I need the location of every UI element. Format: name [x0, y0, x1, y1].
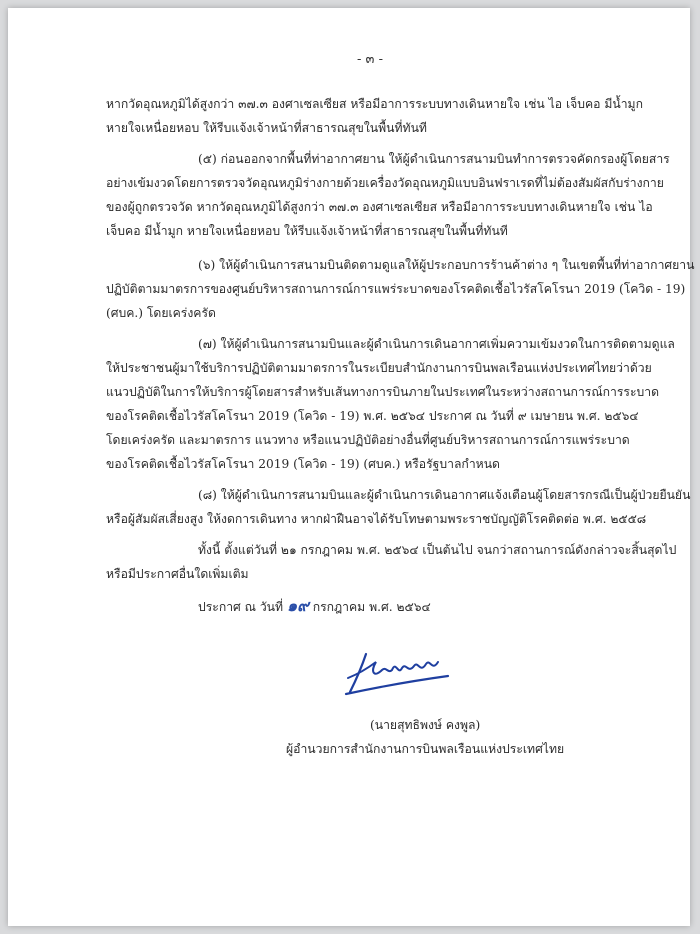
- text-line: แนวปฏิบัติในการให้บริการผู้โดยสารสำหรับเส้นทางการบินภายในประเทศในระหว่างสถานการณ์การระบาด: [106, 385, 659, 399]
- text-line: หากวัดอุณหภูมิได้สูงกว่า ๓๗.๓ องศาเซลเซียส หรือมีอาการระบบทางเดินหายใจ เช่น ไอ เจ็บคอ มีน้ำมูก: [106, 97, 643, 111]
- text-line: หรือผู้สัมผัสเสี่ยงสูง ให้งดการเดินทาง หากฝ่าฝืนอาจได้รับโทษตามพระราชบัญญัติโรคติดต่อ พ.ศ. ๒๕๕๘: [106, 512, 647, 526]
- text-line: ของโรคติดเชื้อไวรัสโคโรนา 2019 (โควิด - 19) พ.ศ. ๒๕๖๔ ประกาศ ณ วันที่ ๙ เมษายน พ.ศ. ๒๕๖๔: [106, 409, 639, 423]
- text-line: อย่างเข้มงวดโดยการตรวจวัดอุณหภูมิร่างกายด้วยเครื่องวัดอุณหภูมิแบบอินฟราเรดที่ไม่ต้องสัมผัสกับร่างกาย: [106, 176, 664, 190]
- text-line: ของโรคติดเชื้อไวรัสโคโรนา 2019 (โควิด - 19) (ศบค.) หรือรัฐบาลกำหนด: [106, 457, 500, 471]
- text-line: หรือมีประกาศอื่นใดเพิ่มเติม: [106, 567, 249, 581]
- text-line: ให้ประชาชนผู้มาใช้บริการปฏิบัติตามมาตรการในระเบียบสำนักงานการบินพลเรือนแห่งประเทศไทยว่าด้วย: [106, 361, 652, 375]
- handwritten-signature: [344, 648, 454, 704]
- text-line: ของผู้ถูกตรวจวัด หากวัดอุณหภูมิได้สูงกว่า ๓๗.๓ องศาเซลเซียส หรือมีอาการระบบทางเดินหายใจ เช่น ไอ: [106, 200, 653, 214]
- text-line: โดยเคร่งครัด และมาตรการ แนวทาง หรือแนวปฏิบัติอย่างอื่นที่ศูนย์บริหารสถานการณ์การแพร่ระบาด: [106, 433, 630, 447]
- text-line: ทั้งนี้ ตั้งแต่วันที่ ๒๑ กรกฎาคม พ.ศ. ๒๕๖๔ เป็นต้นไป จนกว่าสถานการณ์ดังกล่าวจะสิ้นสุดไป: [198, 543, 677, 557]
- text-line: ปฏิบัติตามมาตรการของศูนย์บริหารสถานการณ์การแพร่ระบาดของโรคติดเชื้อไวรัสโคโรนา 2019 (โควิด - 19): [106, 282, 686, 296]
- text-line: (๖) ให้ผู้ดำเนินการสนามบินติดตามดูแลให้ผู้ประกอบการร้านค้าต่าง ๆ ในเขตพื้นที่ท่าอากาศยาน: [198, 258, 695, 272]
- page-number: - ๓ -: [357, 52, 383, 67]
- text-line: เจ็บคอ มีน้ำมูก หายใจเหนื่อยหอบ ให้รีบแจ้งเจ้าหน้าที่สาธารณสุขในพื้นที่ทันที: [106, 224, 508, 238]
- announce-date: [198, 596, 431, 617]
- signer-name: (นายสุทธิพงษ์ คงพูล): [370, 718, 481, 732]
- handwritten-day: ๑๙: [286, 596, 309, 615]
- announce-prefix: ประกาศ ณ วันที่: [198, 600, 284, 614]
- text-line: (๘) ให้ผู้ดำเนินการสนามบินและผู้ดำเนินการเดินอากาศแจ้งเตือนผู้โดยสารกรณีเป็นผู้ป่วยยืนยัน: [198, 488, 691, 502]
- signer-position: ผู้อำนวยการสำนักงานการบินพลเรือนแห่งประเทศไทย: [286, 742, 565, 756]
- announce-suffix: กรกฎาคม พ.ศ. ๒๕๖๔: [312, 600, 431, 614]
- text-line: หายใจเหนื่อยหอบ ให้รีบแจ้งเจ้าหน้าที่สาธารณสุขในพื้นที่ทันที: [106, 121, 427, 135]
- text-line: (ศบค.) โดยเคร่งครัด: [106, 306, 216, 320]
- text-line: (๗) ให้ผู้ดำเนินการสนามบินและผู้ดำเนินการเดินอากาศเพิ่มความเข้มงวดในการติดตามดูแล: [198, 337, 675, 351]
- text-line: (๕) ก่อนออกจากพื้นที่ท่าอากาศยาน ให้ผู้ดำเนินการสนามบินทำการตรวจคัดกรองผู้โดยสาร: [198, 152, 670, 166]
